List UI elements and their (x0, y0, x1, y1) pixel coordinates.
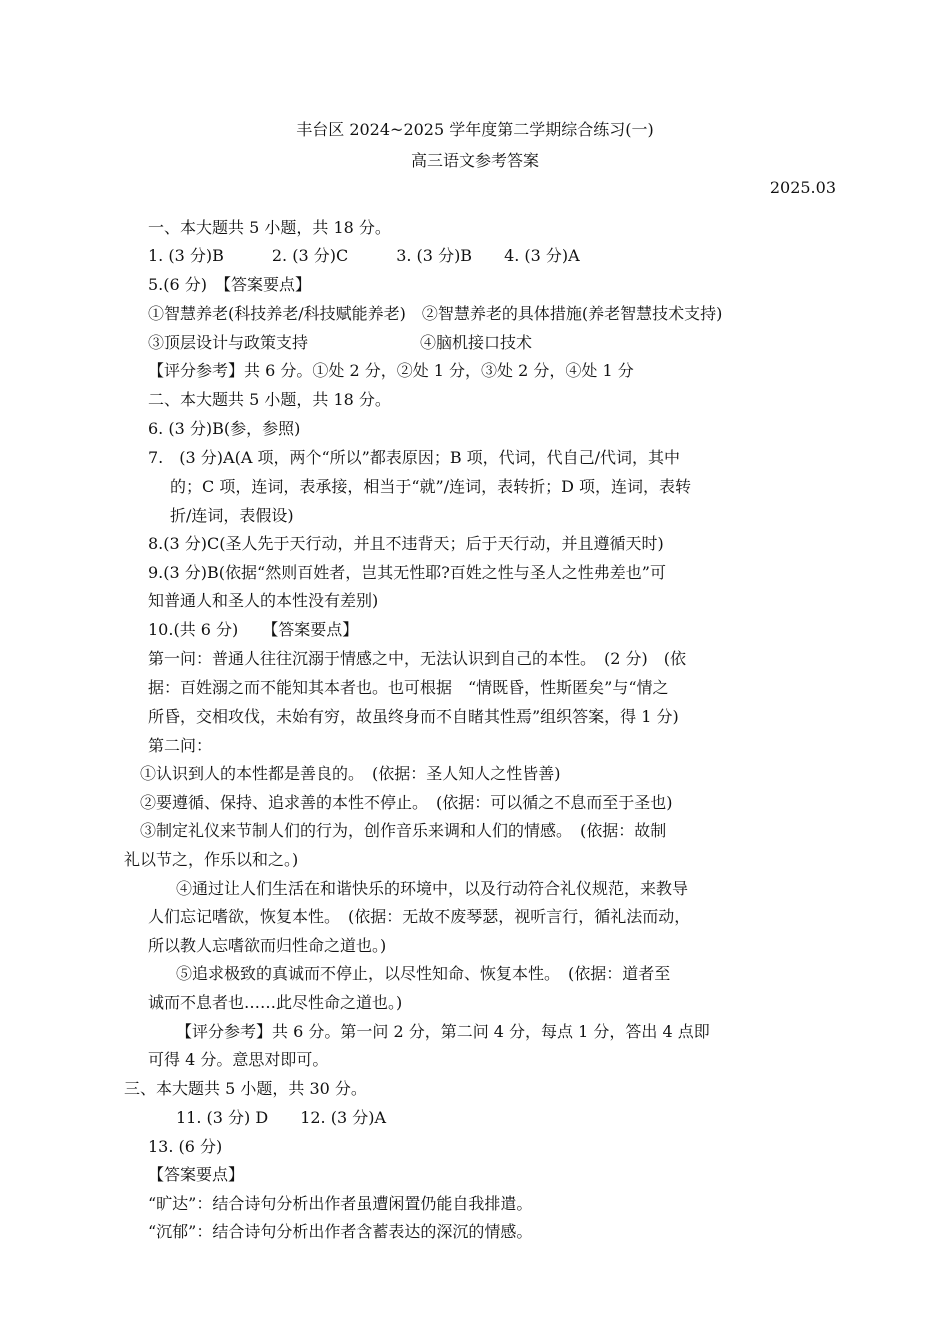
q10-point-4-line-3: 所以教人忘嗜欲而归性命之道也。) (148, 936, 387, 955)
q10-point-3-line-2: 礼以节之，作乐以和之。) (124, 850, 299, 869)
answers-q1-q4: 1. (3 分)B 2. (3 分)C 3. (3 分)B 4. (3 分)A (148, 246, 580, 265)
q10-point-1: ①认识到人的本性都是善良的。 (依据：圣人知人之性皆善) (140, 764, 561, 783)
q5-point-1-2: ①智慧养老(科技养老/科技赋能养老) ②智慧养老的具体措施(养老智慧技术支持) (148, 304, 723, 323)
section-2-heading: 二、本大题共 5 小题，共 18 分。 (148, 390, 391, 409)
q5-scoring: 【评分参考】共 6 分。①处 2 分，②处 1 分，③处 2 分，④处 1 分 (148, 361, 634, 380)
q5-point-3-4: ③顶层设计与政策支持 ④脑机接口技术 (148, 333, 533, 352)
page-title: 丰台区 2024~2025 学年度第二学期综合练习(一) (296, 120, 654, 139)
answer-q7-line-2: 的；C 项，连词，表承接，相当于“就”/连词，表转折；D 项，连词，表转 (170, 477, 691, 496)
q10-point-2: ②要遵循、保持、追求善的本性不停止。 (依据：可以循之不息而至于圣也) (140, 793, 673, 812)
q13-point-chenyu: “沉郁”：结合诗句分析出作者含蓄表达的深沉的情感。 (148, 1222, 533, 1241)
q5-heading: 5.(6 分) 【答案要点】 (148, 275, 312, 294)
q10-point-4-line-2: 人们忘记嗜欲，恢复本性。 (依据：无故不废琴瑟，视听言行，循礼法而动， (148, 907, 691, 926)
q10-point-5-line-2: 诚而不息者也……此尽性命之道也。) (148, 993, 403, 1012)
document-date: 2025.03 (769, 178, 836, 197)
answer-q9-line-1: 9.(3 分)B(依据“然则百姓者，岂其无性耶?百姓之性与圣人之性弗差也”可 (148, 563, 666, 582)
q13-key-points-heading: 【答案要点】 (148, 1165, 245, 1184)
q10-heading: 10.(共 6 分) 【答案要点】 (148, 620, 359, 639)
section-1-heading: 一、本大题共 5 小题，共 18 分。 (148, 218, 391, 237)
q10-part-2-heading: 第二问： (148, 736, 213, 755)
q10-scoring-line-1: 【评分参考】共 6 分。第一问 2 分，第二问 4 分，每点 1 分，答出 4 点即 (176, 1022, 710, 1041)
page-subtitle: 高三语文参考答案 (410, 151, 539, 170)
answer-q7-line-3: 折/连词，表假设) (170, 506, 294, 525)
q10-scoring-line-2: 可得 4 分。意思对即可。 (148, 1050, 329, 1069)
answer-q8: 8.(3 分)C(圣人先于天行动，并且不违背天；后于天行动，并且遵循天时) (148, 534, 664, 553)
answers-q11-q12: 11. (3 分) D 12. (3 分)A (176, 1108, 387, 1127)
q13-heading: 13. (6 分) (148, 1137, 223, 1156)
q10-part-1-line-2: 据：百姓溺之而不能知其本者也。也可根据 “情既昏，性斯匿矣”与“情之 (148, 678, 669, 697)
answer-q9-line-2: 知普通人和圣人的本性没有差别) (148, 591, 379, 610)
q10-part-1-line-3: 所昏，交相攻伐，未始有穷，故虽终身而不自睹其性焉”组织答案，得 1 分) (148, 707, 679, 726)
q13-point-kuangda: “旷达”：结合诗句分析出作者虽遭闲置仍能自我排遣。 (148, 1194, 533, 1213)
answer-q7-line-1: 7. (3 分)A(A 项，两个“所以”都表原因；B 项，代词，代自己/代词，其中 (148, 448, 681, 467)
q10-point-4-line-1: ④通过让人们生活在和谐快乐的环境中，以及行动符合礼仪规范，来教导 (176, 879, 689, 898)
q10-point-3-line-1: ③制定礼仪来节制人们的行为，创作音乐来调和人们的情感。 (依据：故制 (140, 821, 667, 840)
answer-q6: 6. (3 分)B(参，参照) (148, 419, 301, 438)
q10-part-1-line-1: 第一问：普通人往往沉溺于情感之中，无法认识到自己的本性。 (2 分) (依 (148, 649, 686, 668)
q10-point-5-line-1: ⑤追求极致的真诚而不停止，以尽性知命、恢复本性。 (依据：道者至 (176, 964, 671, 983)
section-3-heading: 三、本大题共 5 小题，共 30 分。 (124, 1079, 367, 1098)
